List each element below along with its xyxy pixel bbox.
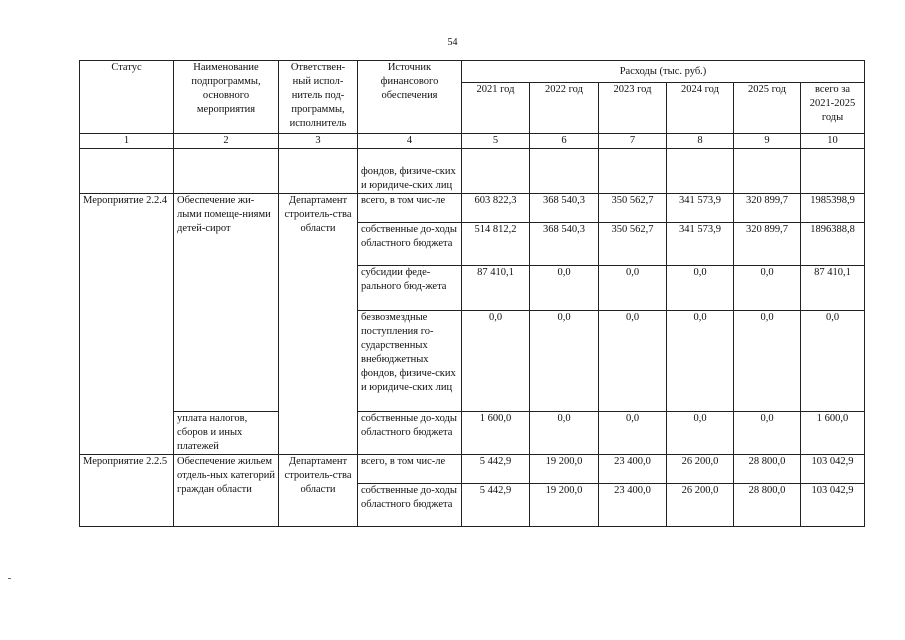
value-cell: 5 442,9	[462, 455, 530, 484]
value-cell: 87 410,1	[462, 266, 530, 311]
value-cell: 23 400,0	[599, 455, 667, 484]
cell-empty	[279, 149, 358, 194]
table-row	[80, 194, 865, 223]
source-cell: собственные до-ходы областного бюджета	[358, 223, 462, 266]
cell-empty	[667, 149, 734, 194]
value-cell: 603 822,3	[462, 194, 530, 223]
header-expenses: Расходы (тыс. руб.)	[462, 61, 865, 83]
cell-empty	[530, 149, 599, 194]
value-cell: 0,0	[734, 266, 801, 311]
value-cell: 26 200,0	[667, 484, 734, 527]
value-cell: 0,0	[599, 311, 667, 412]
header-year-2023: 2023 год	[599, 83, 667, 134]
value-cell: 0,0	[599, 412, 667, 455]
responsible-cell: Департамент строитель-ства области	[279, 194, 358, 455]
responsible-cell: Департамент строитель-ства области	[279, 455, 358, 527]
name-cell: уплата налогов, сборов и иных платежей	[174, 412, 279, 455]
table-row	[80, 455, 865, 484]
table-row	[80, 149, 865, 194]
status-cell: Мероприятие 2.2.4	[80, 194, 174, 455]
value-cell: 0,0	[734, 311, 801, 412]
value-cell: 1 600,0	[462, 412, 530, 455]
col-index: 10	[801, 134, 865, 149]
value-cell: 341 573,9	[667, 194, 734, 223]
cell-empty	[462, 149, 530, 194]
header-year-total: всего за 2021-2025 годы	[801, 83, 865, 134]
value-cell: 320 899,7	[734, 194, 801, 223]
header-source: Источник финансового обеспечения	[358, 61, 462, 134]
page-number: 54	[447, 37, 458, 48]
cell-empty	[80, 149, 174, 194]
value-cell: 368 540,3	[530, 223, 599, 266]
source-cell: собственные до-ходы областного бюджета	[358, 484, 462, 527]
name-cell: Обеспечение жи-лыми помеще-ниями детей-сирот	[174, 194, 279, 412]
value-cell: 368 540,3	[530, 194, 599, 223]
value-cell: 0,0	[530, 266, 599, 311]
value-cell: 26 200,0	[667, 455, 734, 484]
value-cell: 28 800,0	[734, 484, 801, 527]
header-year-2025: 2025 год	[734, 83, 801, 134]
value-cell: 0,0	[667, 412, 734, 455]
value-cell: 0,0	[667, 266, 734, 311]
cell-empty	[174, 149, 279, 194]
col-index: 9	[734, 134, 801, 149]
value-cell: 23 400,0	[599, 484, 667, 527]
value-cell: 0,0	[462, 311, 530, 412]
value-cell: 1896388,8	[801, 223, 865, 266]
value-cell: 514 812,2	[462, 223, 530, 266]
source-cell: фондов, физиче-ских и юридиче-ских лиц	[358, 149, 462, 194]
value-cell: 0,0	[599, 266, 667, 311]
header-year-2021: 2021 год	[462, 83, 530, 134]
col-index: 7	[599, 134, 667, 149]
header-name: Наименование подпрограммы, основного мероприятия	[174, 61, 279, 134]
source-cell: всего, в том чис-ле	[358, 194, 462, 223]
value-cell: 19 200,0	[530, 455, 599, 484]
col-index: 4	[358, 134, 462, 149]
col-index: 5	[462, 134, 530, 149]
value-cell: 87 410,1	[801, 266, 865, 311]
value-cell: 350 562,7	[599, 223, 667, 266]
budget-table	[79, 60, 865, 527]
col-index: 1	[80, 134, 174, 149]
header-year-2022: 2022 год	[530, 83, 599, 134]
name-cell: Обеспечение жильем отдель-ных категорий граждан области	[174, 455, 279, 527]
value-cell: 0,0	[801, 311, 865, 412]
value-cell: 0,0	[734, 412, 801, 455]
value-cell: 0,0	[530, 412, 599, 455]
col-index: 8	[667, 134, 734, 149]
col-index: 2	[174, 134, 279, 149]
value-cell: 320 899,7	[734, 223, 801, 266]
table-row	[80, 412, 865, 455]
cell-empty	[599, 149, 667, 194]
value-cell: 0,0	[667, 311, 734, 412]
value-cell: 103 042,9	[801, 455, 865, 484]
value-cell: 1985398,9	[801, 194, 865, 223]
header-status: Статус	[80, 61, 174, 134]
cell-empty	[801, 149, 865, 194]
source-cell: всего, в том чис-ле	[358, 455, 462, 484]
header-responsible: Ответствен-ный испол-нитель под-программы, исполнитель	[279, 61, 358, 134]
source-cell: собственные до-ходы областного бюджета	[358, 412, 462, 455]
status-cell: Мероприятие 2.2.5	[80, 455, 174, 527]
value-cell: 350 562,7	[599, 194, 667, 223]
source-cell: безвозмездные поступления го-сударственных внебюджетных фондов, физиче-ских и юридиче-ских лиц	[358, 311, 462, 412]
header-year-2024: 2024 год	[667, 83, 734, 134]
col-index: 3	[279, 134, 358, 149]
value-cell: 28 800,0	[734, 455, 801, 484]
value-cell: 19 200,0	[530, 484, 599, 527]
value-cell: 5 442,9	[462, 484, 530, 527]
value-cell: 1 600,0	[801, 412, 865, 455]
col-index: 6	[530, 134, 599, 149]
scan-mark	[8, 578, 11, 579]
value-cell: 0,0	[530, 311, 599, 412]
cell-empty	[734, 149, 801, 194]
source-cell: субсидии феде-рального бюд-жета	[358, 266, 462, 311]
value-cell: 341 573,9	[667, 223, 734, 266]
value-cell: 103 042,9	[801, 484, 865, 527]
